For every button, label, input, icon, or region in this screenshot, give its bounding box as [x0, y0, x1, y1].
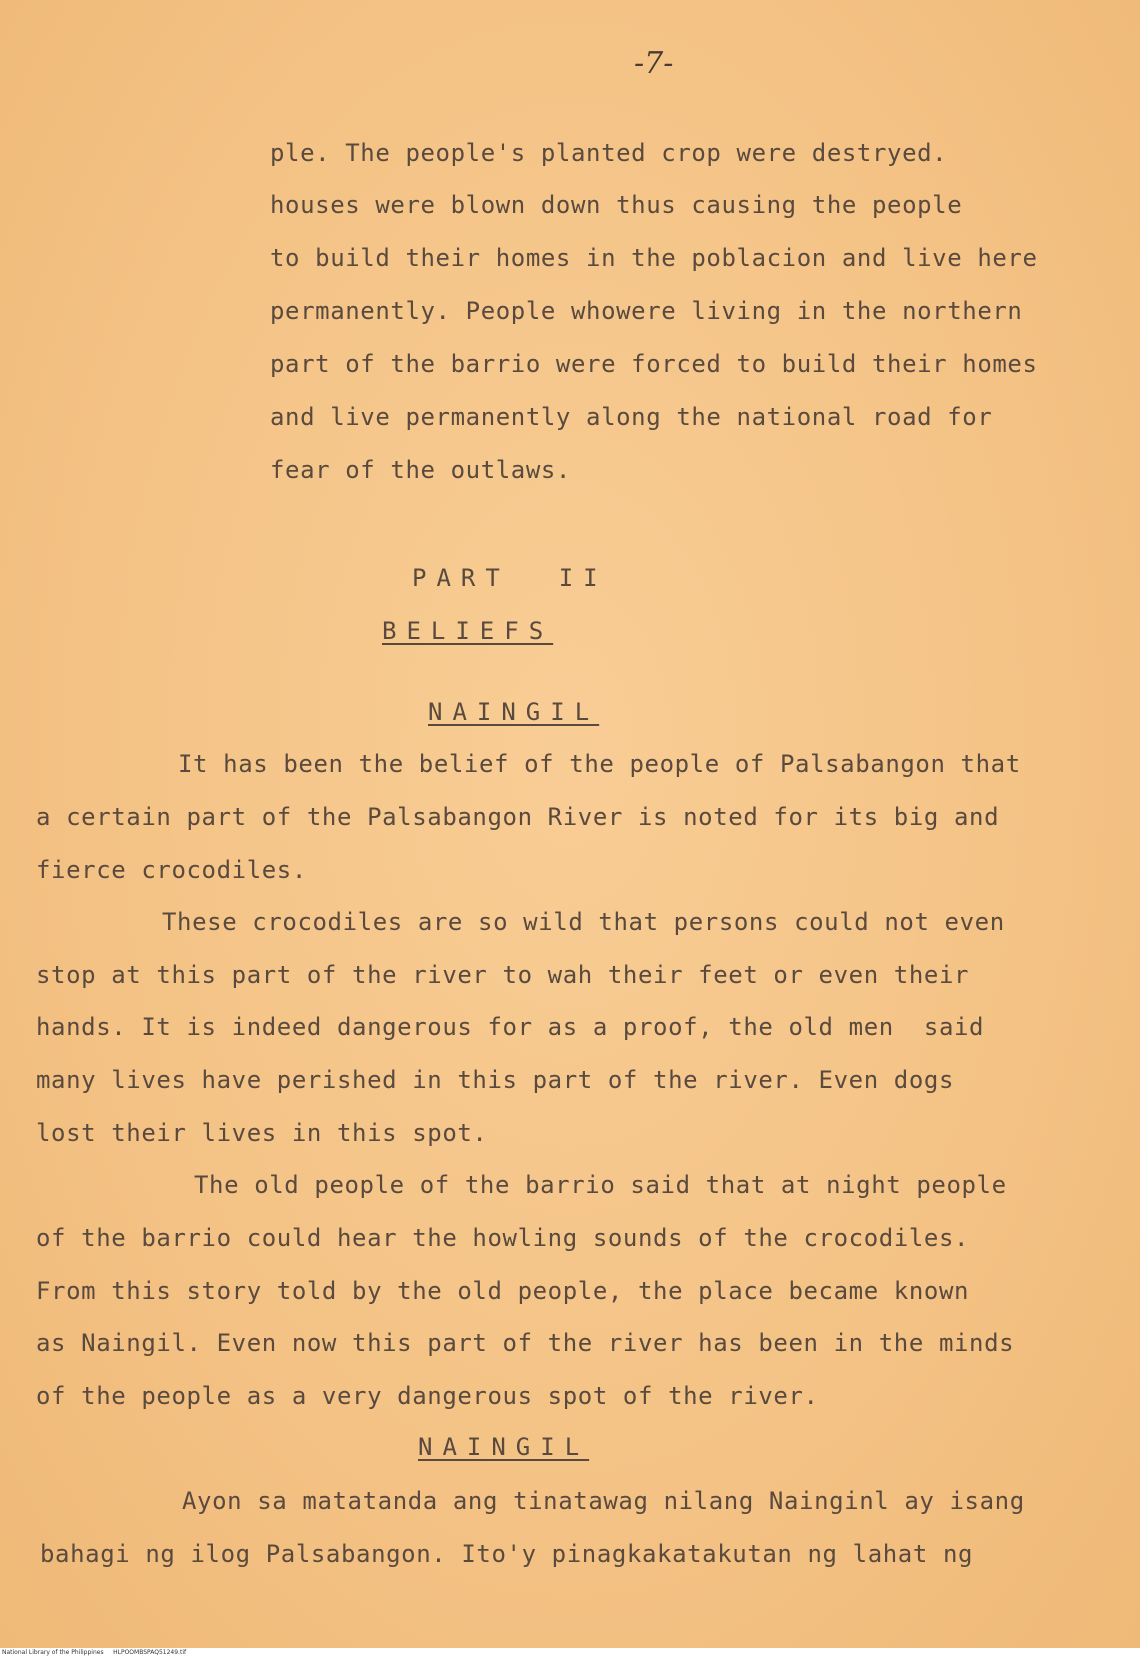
text-line: a certain part of the Palsabangon River is noted for its big and [36, 803, 1000, 831]
text-line: These crocodiles are so wild that persons could not even [162, 908, 1005, 936]
text-line: and live permanently along the national road for [270, 403, 993, 431]
text-line: many lives have perished in this part of the river. Even dogs [36, 1066, 955, 1094]
text-line: of the people as a very dangerous spot of the river. [36, 1382, 819, 1410]
footer-text: National Library of the Philippines HLPOOMBSPAQ51249.tif [2, 1649, 187, 1656]
text-line: to build their homes in the poblacion and live here [270, 244, 1038, 272]
text-line: It has been the belief of the people of Palsabangon that [178, 750, 1021, 778]
text-line: stop at this part of the river to wah their feet or even their [36, 961, 970, 989]
text-line: as Naingil. Even now this part of the river has been in the minds [36, 1329, 1015, 1357]
beliefs-heading: BELIEFS [382, 617, 554, 645]
text-line: lost their lives in this spot. [36, 1119, 488, 1147]
text-line: fierce crocodiles. [36, 856, 307, 884]
text-line: From this story told by the old people, the place became known [36, 1277, 970, 1305]
text-line: bahagi ng ilog Palsabangon. Ito'y pinagkakatakutan ng lahat ng [40, 1540, 974, 1568]
text-line: Ayon sa matatanda ang tinatawag nilang Nainginl ay isang [182, 1487, 1025, 1515]
text-line: of the barrio could hear the howling sounds of the crocodiles. [36, 1224, 970, 1252]
scan-footer [0, 1648, 1140, 1658]
part-heading: PART II [412, 564, 608, 592]
section-heading: NAINGIL [428, 698, 600, 726]
page-number: -7- [634, 46, 674, 81]
text-line: hands. It is indeed dangerous for as a proof, the old men said [36, 1013, 985, 1041]
section-heading: NAINGIL [418, 1433, 590, 1461]
text-line: part of the barrio were forced to build their homes [270, 350, 1038, 378]
text-line: houses were blown down thus causing the people [270, 191, 963, 219]
text-line: The old people of the barrio said that at night people [194, 1171, 1007, 1199]
text-line: ple. The people's planted crop were destryed. [270, 139, 948, 167]
text-line: fear of the outlaws. [270, 456, 571, 484]
text-line: permanently. People whowere living in the northern [270, 297, 1023, 325]
